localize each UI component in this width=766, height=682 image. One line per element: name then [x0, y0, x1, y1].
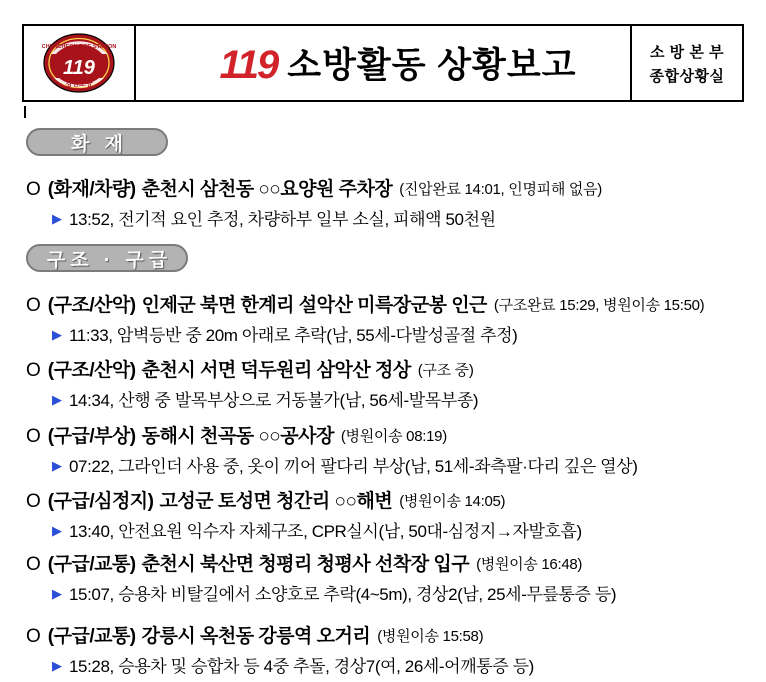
entry-place: 고성군 토성면 청간리 ○○해변 — [159, 491, 393, 512]
report-entry — [26, 421, 756, 477]
entry-category: (구조/산악) — [47, 295, 136, 316]
entry-main-line — [26, 290, 756, 317]
section-heading-fire — [26, 128, 168, 156]
fire-station-emblem-icon — [42, 32, 116, 94]
entry-note: (구조완료 15:29, 병원이송 15:50) — [493, 297, 705, 314]
entry-sub-line — [26, 205, 756, 230]
page-title: 소방활동 상황보고 — [287, 46, 577, 85]
entry-place: 춘천시 북산면 청평리 청평사 선착장 입구 — [141, 554, 470, 575]
issuer-cell — [630, 26, 742, 100]
entry-sub-line — [26, 386, 756, 411]
entry-detail: 15:07, 승용차 비탈길에서 소양호로 추락(4~5m), 경상2(남, 25세-무릎통증 등) — [69, 585, 617, 604]
entry-detail: 15:28, 승용차 및 승합차 등 4중 추돌, 경상7(여, 26세-어깨통증 등) — [69, 657, 534, 676]
entry-bullet-icon: O — [26, 360, 41, 381]
report-entry — [26, 355, 756, 411]
entry-main-line — [26, 621, 756, 648]
svg-text:119: 119 — [63, 57, 95, 79]
entry-main-line — [26, 174, 756, 201]
entry-sub-line — [26, 517, 756, 542]
report-header — [22, 24, 744, 102]
report-entry — [26, 174, 756, 230]
entry-detail: 14:34, 산행 중 발목부상으로 거동불가(남, 56세-발목부종) — [69, 391, 479, 410]
triangle-marker-icon: ▶ — [52, 211, 62, 226]
entry-detail: 11:33, 암벽등반 중 20m 아래로 추락(남, 55세-다발성골절 추정) — [69, 326, 518, 345]
entry-main-line — [26, 355, 756, 382]
entry-main-line — [26, 549, 756, 576]
entry-bullet-icon: O — [26, 426, 41, 447]
entry-place: 동해시 천곡동 ○○공사장 — [141, 426, 334, 447]
triangle-marker-icon: ▶ — [52, 392, 62, 407]
entry-bullet-icon: O — [26, 554, 41, 575]
report-entry — [26, 621, 756, 677]
entry-category: (구급/교통) — [47, 554, 136, 575]
entry-main-line — [26, 421, 756, 448]
badge-119: 119 — [219, 43, 278, 87]
svg-text:강원소방: 강원소방 — [65, 81, 93, 88]
entry-category: (구급/심정지) — [47, 491, 154, 512]
section-heading-fire-label: 화 재 — [71, 133, 128, 155]
entry-sub-line — [26, 452, 756, 477]
entry-detail: 13:52, 전기적 요인 추정, 차량하부 일부 소실, 피해액 50천원 — [69, 210, 496, 229]
entry-place: 춘천시 서면 덕두원리 삼악산 정상 — [141, 360, 411, 381]
report-entry — [26, 290, 756, 346]
entry-main-line — [26, 486, 756, 513]
entry-category: (구급/부상) — [47, 426, 136, 447]
issuer-line1: 소 방 본 부 — [650, 43, 724, 61]
entry-detail: 07:22, 그라인더 사용 중, 옷이 끼어 팔다리 부상(남, 51세-좌측팔·다리 깊은 열상) — [69, 457, 638, 476]
entry-bullet-icon: O — [26, 626, 41, 647]
entry-note: (구조 중) — [417, 362, 474, 379]
entry-place: 강릉시 옥천동 강릉역 오거리 — [141, 626, 371, 647]
report-entry — [26, 549, 756, 605]
report-entry — [26, 486, 756, 542]
entry-note: (병원이송 08:19) — [340, 428, 447, 445]
triangle-marker-icon: ▶ — [52, 658, 62, 673]
entry-place: 춘천시 삼천동 ○○요양원 주차장 — [141, 179, 393, 200]
entry-bullet-icon: O — [26, 491, 41, 512]
entry-bullet-icon: O — [26, 179, 41, 200]
triangle-marker-icon: ▶ — [52, 458, 62, 473]
triangle-marker-icon: ▶ — [52, 327, 62, 342]
entry-place: 인제군 북면 한계리 설악산 미륵장군봉 인근 — [141, 295, 487, 316]
entry-note: (병원이송 15:58) — [377, 628, 484, 645]
entry-detail: 13:40, 안전요원 익수자 자체구조, CPR실시(남, 50대-심정지→자발호흡) — [69, 522, 582, 541]
section-heading-rescue — [26, 244, 188, 272]
entry-sub-line — [26, 652, 756, 677]
entry-category: (화재/차량) — [47, 179, 136, 200]
entry-category: (구조/산악) — [47, 360, 136, 381]
title-cell — [136, 26, 630, 100]
header-tick-mark — [24, 106, 26, 118]
triangle-marker-icon: ▶ — [52, 586, 62, 601]
triangle-marker-icon: ▶ — [52, 523, 62, 538]
emblem-cell — [24, 26, 136, 100]
issuer-line2: 종합상황실 — [649, 67, 725, 85]
entry-note: (병원이송 14:05) — [399, 493, 506, 510]
entry-sub-line — [26, 321, 756, 346]
entry-note: (진압완료 14:01, 인명피해 없음) — [399, 181, 602, 198]
entry-sub-line — [26, 580, 756, 605]
entry-bullet-icon: O — [26, 295, 41, 316]
section-heading-rescue-label: 구조 · 구급 — [46, 249, 173, 271]
entry-category: (구급/교통) — [47, 626, 136, 647]
entry-note: (병원이송 16:48) — [476, 556, 583, 573]
svg-text:CHUNCHEON FIRE STATION: CHUNCHEON FIRE STATION — [42, 44, 116, 50]
